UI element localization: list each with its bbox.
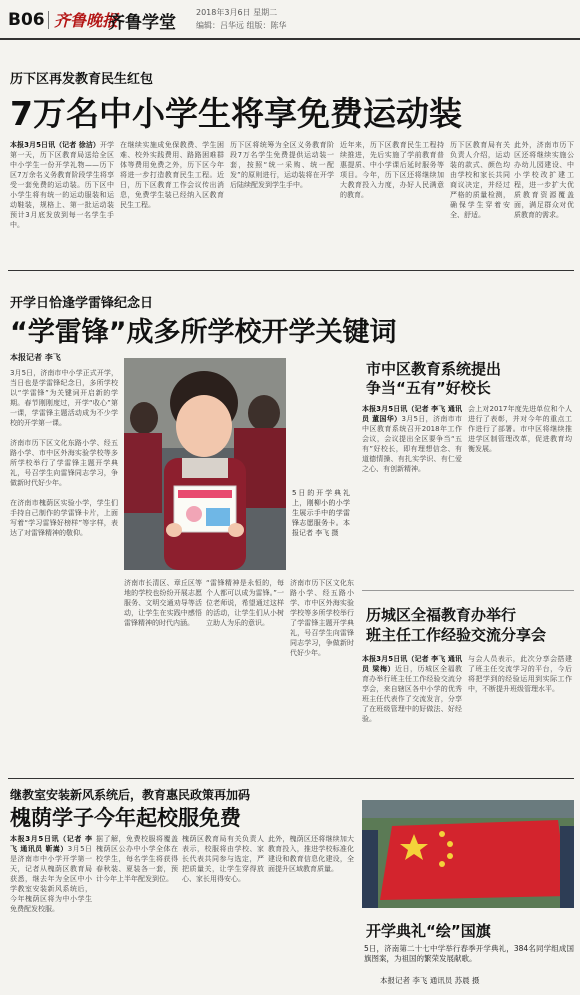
story2-body-col2: 济南市长清区、章丘区等地的学校也纷纷开展志愿服务、文明交通劝导等活动，让学生在实践中感悟雷锋精神的时代内涵。 xyxy=(124,579,202,627)
story3-headline-line1: 市中区教育系统提出 xyxy=(366,360,502,378)
story1-kicker: 历下区再发教育民生红包 xyxy=(10,72,154,87)
header-meta xyxy=(196,6,336,32)
story1-body-col6: 此外，济南市历下区还将继续实施公办幼儿园建设、中小学校改扩建工程，进一步扩大优质教育资源覆盖面，满足群众对优质教育的需求。 xyxy=(514,141,574,219)
student-holding-card-image xyxy=(124,358,286,570)
story5-body-col2: 据了解，免费校服将覆盖槐荫区公办中小学全体在校学生，每名学生将获得春秋装、夏装各一套，预计今年上半年配发到位。 xyxy=(96,835,178,883)
story1-body-col2: 在继续实施成免保教费、学生困难、校外实践费用、路路困难群体等费用免费之外，历下区今年将进一步打造教育民生工程。近日，历下区教育工作会议传出消息，免费学生装已经纳入区教育民生工程。 xyxy=(120,141,224,209)
page-number: B06 xyxy=(8,10,45,30)
story2-headline: “学雷锋”成多所学校开学关键词 xyxy=(10,317,397,348)
story2-photo-caption: 5日的开学典礼上，刚柳小的小学生展示手中的学雷锋志愿服务卡。本报记者 李飞 摄 xyxy=(292,489,350,537)
story1-body-col4: 近年来，历下区教育民生工程持续推进，先后实施了学前教育普惠提质、中小学课后延时服务等项目。今年，历下区还将继续加大教育投入力度，办好人民满意的教育。 xyxy=(340,141,444,199)
story3-byline: 本报3月5日讯（记者 李飞 通讯员 董国华） xyxy=(362,405,462,423)
newspaper-logo: 齐鲁晚报 xyxy=(54,11,119,30)
story5-headline: 槐荫学子今年起校服免费 xyxy=(10,806,241,830)
story5-byline: 本报3月5日讯（记者 李飞 通讯员 靳嵩） xyxy=(10,835,92,853)
section-title: 齐鲁学堂 xyxy=(108,13,176,33)
story4-byline: 本报3月5日讯（记者 李飞 通讯员 梁梅） xyxy=(362,655,462,673)
national-flag-formation-image xyxy=(362,800,574,908)
story5-body-col4: 此外，槐荫区还将继续加大教育投入，推进学校标准化建设和教育信息化建设，全面提升区域教育质量。 xyxy=(268,835,354,873)
editor-credit: 编辑：吕华远 组版：陈华 xyxy=(196,21,287,30)
story3-body-col2: 会上对2017年度先进单位和个人进行了表彰，并对今年的重点工作进行了部署。市中区将继续推进学区制管理改革，促进教育均衡发展。 xyxy=(468,405,572,453)
story1-byline: 本报3月5日讯（记者 徐洁） xyxy=(10,141,100,149)
story5-body-col1: 本报3月5日讯（记者 李飞 通讯员 靳嵩）3月5日是济南市中小学开学第一天，记者从槐荫区教育局获悉，继去年为全区中小学教室安装新风系统后，今年槐荫区将为中小学生免费配发校服。 xyxy=(10,835,92,913)
story2-body-col3: “雷锋精神是永恒的，每个人都可以成为雷锋。”一位老师说，希望通过这样的活动，让学生们从小树立助人为乐的意识。 xyxy=(206,579,284,627)
story1-body-col3: 历下区将统筹为全区义务教育阶段7万名学生免费提供运动装一套，按照“统一采购、统一配发”的原则进行，运动装将在开学后陆续配发到学生手中。 xyxy=(230,141,334,189)
story6-headline: 开学典礼“绘”国旗 xyxy=(366,922,491,940)
story1-body-col5: 历下区教育局有关负责人介绍，运动装的款式、颜色均由学校和家长共同商议决定，并经过严格的质量检测，确保学生穿着安全、舒适。 xyxy=(450,141,510,219)
header-divider xyxy=(48,11,49,29)
story3-headline-line2: 争当“五有”好校长 xyxy=(366,379,491,397)
story4-headline-line1: 历城区全福教育办举行 xyxy=(366,606,517,624)
section-divider xyxy=(8,270,574,271)
story2-photo xyxy=(124,358,286,570)
flag-formation-photo xyxy=(362,800,574,908)
story3-divider xyxy=(362,590,574,591)
story1-headline: 7万名中小学生将享免费运动装 xyxy=(10,94,462,133)
story6-caption: 5日，济南第二十七中学举行春季开学典礼，384名同学组成国旗图案，为祖国的繁荣发展献歌。 xyxy=(364,944,574,963)
story5-body-col3: 槐荫区教育局有关负责人表示，校服将由学校、家长代表共同参与选定，严把质量关，让学生穿得放心、家长用得安心。 xyxy=(182,835,264,883)
story2-byline: 本报记者 李飞 xyxy=(10,353,61,362)
story5-kicker: 继教室安装新风系统后，教育惠民政策再加码 xyxy=(10,788,251,802)
issue-date: 2018年3月6日 星期二 xyxy=(196,8,278,17)
story1-body-col1: 本报3月5日讯（记者 徐洁）开学第一天，历下区教育局送给全区中小学生一份开学礼物——历下区7万余名义务教育阶段学生将享受一套免费的运动装。历下区中小学生将有统一的运动服装和运动鞋装，规格上、第一批运动装预计3月底发放到每一名学生手中。 xyxy=(10,141,114,229)
section-divider-2 xyxy=(8,778,574,779)
story6-credit: 本报记者 李飞 通讯员 苏晨 摄 xyxy=(380,976,480,985)
story4-body-col1: 本报3月5日讯（记者 李飞 通讯员 梁梅）近日，历城区全福教育办举行班主任工作经验交流分享会，来自辖区各中小学的优秀班主任代表作了交流发言，分享了在班级管理中的好做法、好经验。 xyxy=(362,655,462,723)
story3-body-col1: 本报3月5日讯（记者 李飞 通讯员 董国华）3月5日，济南市市中区教育系统召开2018年工作会议，会议提出全区要争当“五有”好校长，即有理想信念、有道德情操、有扎实学识、有仁爱之心、有创新精神。 xyxy=(362,405,462,473)
story2-body-col4: 济南市历下区文化东路小学、经五路小学、市中区外海实验学校等多所学校举行了学雷锋主题开学典礼，号召学生向雷锋同志学习，争做新时代好少年。 xyxy=(290,579,354,657)
story4-headline-line2: 班主任工作经验交流分享会 xyxy=(366,626,547,644)
story2-kicker: 开学日恰逢学雷锋纪念日 xyxy=(10,296,154,311)
story2-body-col1: 3月5日，济南市中小学正式开学，当日也是学雷锋纪念日，多所学校以“学雷锋”为关键词开启新的学期。春节刚刚度过，开学“收心”第一课，学雷锋主题活动成为不少学校的开学第一课。 济南市历下区文化东路小学、经五路小学、市中区外海实验学校等多所学校举行了学雷锋主题开学典礼，号召学生向雷锋同志学习，争做新时代好少年。 在济南市槐荫区实验小学，学生们手持自己制作的学雷锋卡片，上面写着“学习雷锋好榜样”等字样，表达了对雷锋精神的敬仰。 xyxy=(10,369,118,537)
story4-body-col2: 与会人员表示，此次分享会搭建了班主任交流学习的平台，今后将把学到的经验运用到实际工作中，不断提升班级管理水平。 xyxy=(468,655,572,693)
